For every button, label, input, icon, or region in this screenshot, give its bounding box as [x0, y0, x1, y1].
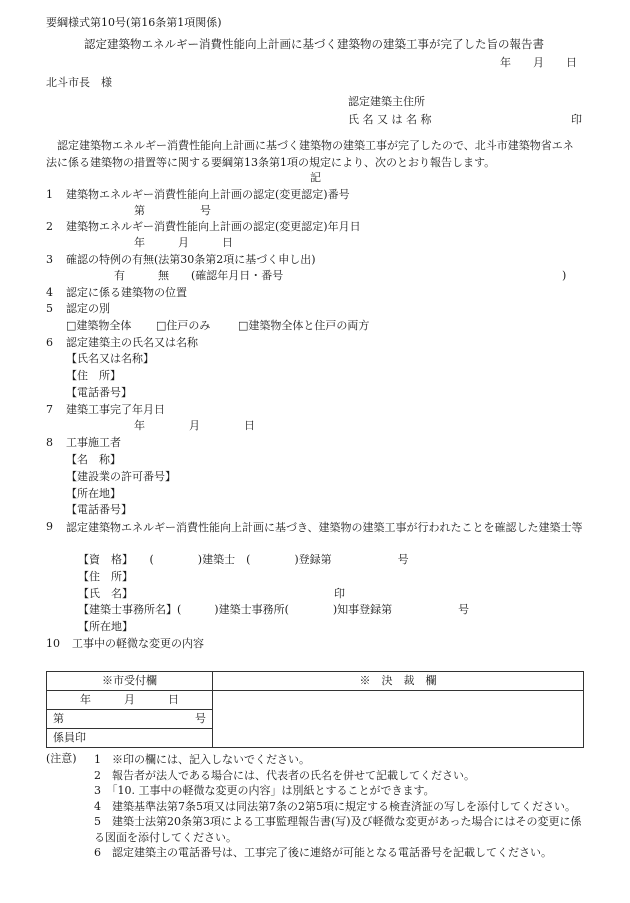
option-whole-building: □建築物全体 — [66, 319, 132, 332]
item-2-value: 年 月 日 — [134, 236, 233, 249]
notes-label: (注意) — [46, 752, 77, 765]
architect-office-location-field: 【所在地】 — [78, 620, 133, 633]
item-3-close: ) — [562, 269, 567, 282]
reception-number-cell — [47, 710, 213, 729]
item-7-number: 7 — [46, 403, 53, 416]
item-7-value: 年 月 日 — [134, 419, 255, 432]
reception-dai: 第 — [53, 712, 64, 726]
approval-cell — [213, 691, 584, 748]
applicant-seal: 印 — [571, 113, 582, 126]
applicant-address-label: 認定建築主住所 — [348, 95, 425, 108]
item-3-number: 3 — [46, 253, 53, 266]
form-number: 要綱様式第10号(第16条第1項関係) — [46, 16, 222, 29]
contractor-name-field: 【名 称】 — [66, 453, 121, 466]
contractor-license-field: 【建設業の許可番号】 — [66, 470, 176, 483]
note-4: 4 建築基準法第7条5項又は同法第7条の2第5項に規定する検査済証の写しを添付してください。 — [94, 799, 576, 813]
item-9-number: 9 — [46, 520, 53, 533]
addressee: 北斗市長 様 — [46, 76, 112, 89]
owner-phone-field: 【電話番号】 — [66, 386, 132, 399]
owner-name-field: 【氏名又は名称】 — [66, 352, 154, 365]
item-9-label: 認定建築物エネルギー消費性能向上計画に基づき、建築物の建築工事が行われたことを確認した建築士等 — [66, 521, 583, 534]
item-5-number: 5 — [46, 302, 53, 315]
report-date: 年 月 日 — [500, 56, 577, 69]
intro-paragraph: 認定建築物エネルギー消費性能向上計画に基づく建築物の建築工事が完了したので、北斗市建築物省エネ法に係る建築物の措置等に関する要綱第13条第1項の規定により、次のとおり報告します。 — [46, 139, 574, 169]
reception-date-cell: 年 月 日 — [47, 691, 213, 710]
item-2-number: 2 — [46, 220, 53, 233]
contractor-phone-field: 【電話番号】 — [66, 503, 132, 516]
item-3-label: 確認の特例の有無(法第30条第2項に基づく申し出) — [66, 253, 316, 266]
note-1: 1 ※印の欄には、記入しないでください。 — [94, 753, 310, 766]
item-1-value: 第 号 — [134, 204, 211, 217]
architect-office-field: 【建築士事務所名】( )建築士事務所( )知事登録第 号 — [78, 603, 470, 616]
item-4-number: 4 — [46, 286, 53, 299]
item-10-number: 10 — [46, 637, 60, 650]
item-8-label: 工事施工者 — [66, 436, 121, 449]
note-6: 6 認定建築主の電話番号は、工事完了後に連絡が可能となる電話番号を記載してください。 — [94, 846, 552, 859]
architect-qualification-field: 【資 格】 ( )建築士 ( )登録第 号 — [78, 553, 409, 566]
item-5-label: 認定の別 — [66, 302, 110, 315]
reception-header: ※市受付欄 — [47, 672, 213, 691]
item-6-label: 認定建築主の氏名又は名称 — [66, 336, 198, 349]
owner-address-field: 【住 所】 — [66, 369, 121, 382]
item-8-number: 8 — [46, 436, 53, 449]
item-7-label: 建築工事完了年月日 — [66, 403, 165, 416]
reception-table — [46, 671, 584, 748]
item-10-label: 工事中の軽微な変更の内容 — [72, 637, 204, 650]
approval-header: ※ 決 裁 欄 — [213, 672, 584, 691]
ki-mark: 記 — [310, 171, 321, 184]
note-5: 5 建築士法第20条第3項による工事監理報告書(写)及び軽微な変更があった場合にはその変更に係る図面を添付してください。 — [94, 815, 582, 844]
reception-gou: 号 — [195, 712, 206, 726]
architect-name-field: 【氏 名】 — [78, 587, 133, 600]
note-3: 3 「10. 工事中の軽微な変更の内容」は別紙とすることができます。 — [94, 784, 435, 797]
item-4-label: 認定に係る建築物の位置 — [66, 286, 187, 299]
item-3-value: 有 無 (確認年月日・番号 — [114, 269, 284, 282]
item-1-label: 建築物エネルギー消費性能向上計画の認定(変更認定)番号 — [66, 188, 350, 201]
item-2-label: 建築物エネルギー消費性能向上計画の認定(変更認定)年月日 — [66, 220, 361, 233]
clerk-seal-cell: 係員印 — [47, 729, 213, 748]
option-units-only: □住戸のみ — [156, 319, 211, 332]
item-6-number: 6 — [46, 336, 53, 349]
contractor-location-field: 【所在地】 — [66, 487, 121, 500]
item-1-number: 1 — [46, 188, 53, 201]
applicant-name-label: 氏 名 又 は 名 称 — [348, 113, 432, 126]
architect-address-field: 【住 所】 — [78, 570, 133, 583]
note-2: 2 報告者が法人である場合には、代表者の氏名を併せて記載してください。 — [94, 768, 475, 782]
notes-list — [94, 752, 586, 861]
form-title: 認定建築物エネルギー消費性能向上計画に基づく建築物の建築工事が完了した旨の報告書 — [84, 37, 544, 51]
architect-seal: 印 — [334, 587, 345, 600]
option-both: □建築物全体と住戸の両方 — [238, 319, 370, 332]
